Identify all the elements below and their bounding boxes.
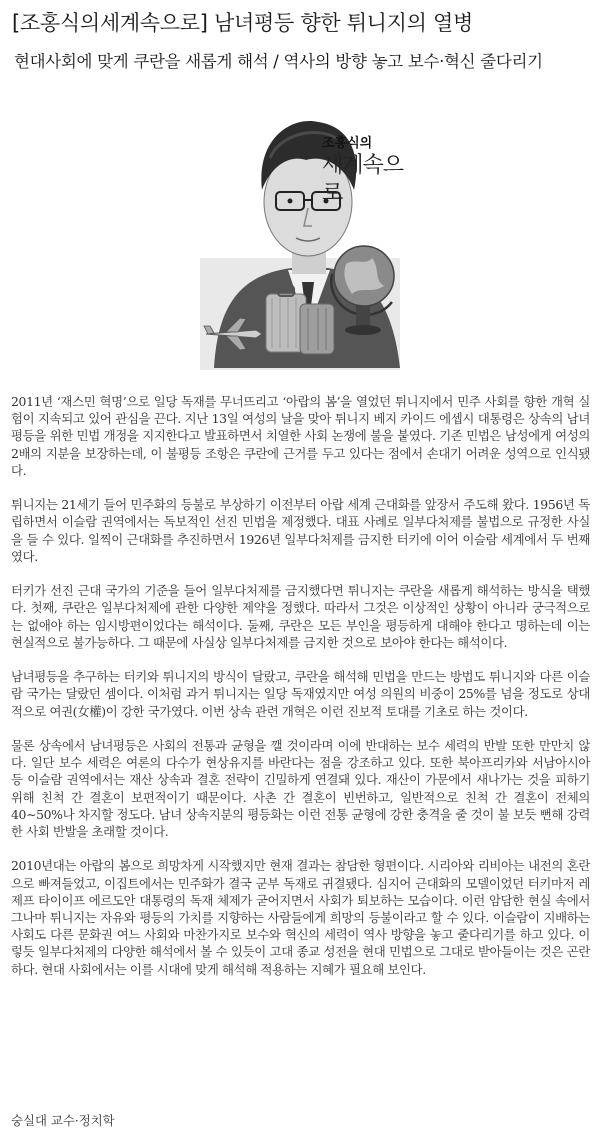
article-paragraph: 물론 상속에서 남녀평등은 사회의 전통과 균형을 깰 것이라며 이에 반대하는 보수 세력의 반발 또한 만만치 않다. 일단 보수 세력은 여론의 다수가 현상유지를 바란다는 점을 강조하고 있다. 또한 북아프리카와 서남아시아 등 이슬람 권역에서는 재산 상속과 결혼 전략이 긴밀하게 연결돼 있다. 재산이 가문에서 새나가는 것을 피하기 위해 친척 간 결혼이 보편적이기 때문이다. 사촌 간 결혼이 빈번하고, 일반적으로 친척 간 결혼이 전체의 40∼50%나 차지할 정도다. 남녀 상속지분의 평등화는 이런 전통 균형에 강한 충격을 줄 것이 불 보듯 뻔해 강력한 사회 반발을 초래할 것이다. — [11, 738, 590, 840]
article-body — [11, 393, 590, 995]
article-paragraph: 튀니지는 21세기 들어 민주화의 등불로 부상하기 이전부터 아랍 세계 근대화를 앞장서 주도해 왔다. 1956년 독립하면서 이슬람 권역에서는 독보적인 선진 민법을 제정했다. 대표 사례로 일부다처제를 불법으로 규정한 사실을 들 수 있다. 일찍이 근대화를 추진하면서 1926년 일부다처제를 금지한 터키에 이어 이슬람 세계에서 두 번째였다. — [11, 497, 590, 564]
column-logo-author: 조홍식의 — [322, 136, 373, 151]
column-logo — [322, 136, 412, 206]
article-paragraph: 2010년대는 아랍의 봄으로 희망차게 시작했지만 현재 결과는 참담한 형편이다. 시리아와 리비아는 내전의 혼란으로 빠져들었고, 이집트에서는 민주화가 결국 군부 독재로 귀결됐다. 심지어 근대화의 모델이었던 터키마저 레제프 타이이프 에르도안 대통령의 독재 체제가 굳어지면서 사회가 퇴보하는 모습이다. 이런 암담한 현실 속에서 그나마 튀니지는 자유와 평등의 가치를 지향하는 사람들에게 희망의 등불이라고 할 수 있다. 이슬람이 지배하는 사회도 다른 문화권 여느 사회와 마찬가지로 보수와 혁신의 세력이 역사 방향을 놓고 줄다리기를 하고 있다. 이렇듯 일부다처제의 다양한 해석에서 볼 수 있듯이 고대 종교 성전을 현대 민법으로 그대로 받아들이는 것은 곤란하다. 현대 사회에서는 이를 시대에 맞게 해석해 적용하는 지혜가 필요해 보인다. — [11, 858, 590, 977]
article-paragraph: 남녀평등을 추구하는 터키와 튀니지의 방식이 달랐고, 쿠란을 해석해 민법을 만드는 방법도 튀니지와 다른 이슬람 국가는 달랐던 셈이다. 이처럼 과거 튀니지는 일당 독재였지만 여성 의원의 비중이 25%를 넘을 정도로 상대적으로 여권(女權)이 강한 국가였다. 이번 상속 관련 개혁은 이런 진보적 토대를 기초로 하는 것이다. — [11, 669, 590, 719]
article-paragraph: 2011년 ‘재스민 혁명’으로 일당 독재를 무너뜨리고 ‘아랍의 봄’을 열었던 튀니지에서 민주 사회를 향한 개혁 실험이 지속되고 있어 관심을 끈다. 지난 13일 여성의 날을 맞아 튀니지 베지 카이드 에셉시 대통령은 상속의 남녀평등을 위한 민법 개정을 지지한다고 발표하면서 치열한 사회 논쟁에 불을 붙였다. 기존 민법은 남성에게 여성의 2배의 지분을 보장하는데, 이 불평등 조항은 쿠란에 근거를 두고 있다는 점에서 손대기 어려운 성역으로 인식됐다. — [11, 394, 590, 478]
article-headline: [조홍식의세계속으로] 남녀평등 향한 튀니지의 열병 — [12, 11, 473, 35]
article-paragraph: 터키가 선진 근대 국가의 기준을 들어 일부다처제를 금지했다면 튀니지는 쿠란을 새롭게 해석하는 방식을 택했다. 첫째, 쿠란은 일부다처제에 관한 다양한 제약을 정했다. 따라서 그것은 이상적인 상황이 아니라 궁극적으로는 없애야 하는 임시방편이었다는 해석이다. 둘째, 쿠란은 모든 부인을 평등하게 대해야 한다고 명하는데 이는 현실적으로 불가능하다. 그 때문에 사실상 일부다처제를 금지한 것으로 보아야 한다는 해석이다. — [11, 583, 590, 650]
author-byline: 숭실대 교수·정치학 — [11, 1113, 115, 1128]
column-logo-title: 세계속으로 — [322, 153, 404, 206]
article-subheadline: 현대사회에 맞게 쿠란을 새롭게 해석 / 역사의 방향 놓고 보수·혁신 줄다리기 — [14, 52, 543, 71]
